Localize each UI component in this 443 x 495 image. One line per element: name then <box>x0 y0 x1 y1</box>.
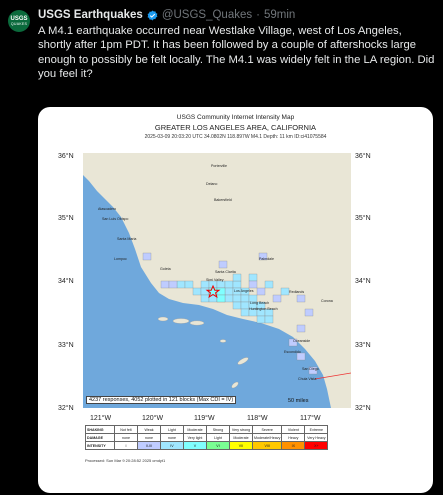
place-label: Porterville <box>211 164 227 168</box>
lon-label-120: 120°W <box>142 415 164 422</box>
intensity-legend <box>85 425 328 450</box>
place-label: Los Angeles <box>234 289 254 293</box>
legend-cell: Light <box>207 434 230 442</box>
verified-badge-icon <box>147 10 158 21</box>
lat-label-33-left: 33°N <box>58 342 74 349</box>
avatar-line1: USGS <box>10 15 28 22</box>
legend-cell: Light <box>161 426 184 434</box>
legend-cell: Strong <box>207 426 230 434</box>
legend-intensity-cell: IV <box>161 442 184 450</box>
place-label: Chula Vista <box>298 377 317 381</box>
legend-intensity-cell: II-III <box>138 442 161 450</box>
legend-cell: Violent <box>282 426 305 434</box>
legend-row-label: DAMAGE <box>86 434 115 442</box>
place-label: Simi Valley <box>206 278 224 282</box>
legend-intensity-cell: VI <box>207 442 230 450</box>
place-label: Oceanside <box>293 339 311 343</box>
place-label: Redlands <box>289 290 305 294</box>
responses-summary: 4237 responses, 4052 plotted in 121 blocks (Max CDI = IV) <box>86 396 236 404</box>
legend-cell: Very light <box>184 434 207 442</box>
legend-row-label: INTENSITY <box>86 442 115 450</box>
lat-label-36-right: 36°N <box>355 153 371 160</box>
legend-row-label: SHAKING <box>86 426 115 434</box>
legend-intensity-cell: IX <box>282 442 305 450</box>
legend-intensity-cell: VII <box>230 442 253 450</box>
lat-label-34-right: 34°N <box>355 278 371 285</box>
scale-bar-label: 50 miles <box>288 398 309 404</box>
lon-label-118: 118°W <box>247 415 268 422</box>
legend-cell: none <box>161 434 184 442</box>
place-label: San Luis Obispo <box>102 217 129 221</box>
place-label: Santa Maria <box>117 237 137 241</box>
legend-row-damage <box>86 434 328 442</box>
handle[interactable]: @USGS_Quakes <box>161 9 253 21</box>
place-label: San Diego <box>302 367 319 371</box>
place-label: Lompoc <box>114 257 127 261</box>
legend-cell: none <box>138 434 161 442</box>
timestamp[interactable]: 59min <box>263 9 296 21</box>
map-title: USGS Community Internet Intensity Map <box>176 114 295 121</box>
legend-cell: Moderate <box>230 434 253 442</box>
place-label: Atascadero <box>98 207 117 211</box>
legend-cell: Severe <box>253 426 282 434</box>
legend-cell: Moderate/Heavy <box>254 435 281 440</box>
place-label: Bakersfield <box>214 198 232 202</box>
lat-label-34-left: 34°N <box>58 278 74 285</box>
lat-label-35-right: 35°N <box>355 215 371 222</box>
lon-label-121: 121°W <box>90 415 112 422</box>
map-event-info: 2025-03-09 20:03:20 UTC 34.0802N 118.897W M4.1 Depth: 11 km ID:ci41075584 <box>144 134 327 140</box>
legend-cell: none <box>115 434 138 442</box>
legend-cell: Extreme <box>305 426 328 434</box>
lon-label-119: 119°W <box>194 415 215 422</box>
legend-cell: Weak <box>138 426 161 434</box>
legend-cell: Heavy <box>282 434 305 442</box>
legend-row-intensity <box>86 442 328 450</box>
legend-intensity-cell: VIII <box>253 442 282 450</box>
lat-label-36-left: 36°N <box>58 153 74 160</box>
tweet-header <box>38 9 295 21</box>
legend-row-shaking <box>86 426 328 434</box>
place-label: Escondido <box>284 350 301 354</box>
place-label: Long Beach <box>250 301 270 305</box>
place-label: Palmdale <box>259 257 274 261</box>
place-label: Santa Clarita <box>215 270 236 274</box>
tweet-media-image[interactable] <box>38 107 433 493</box>
avatar[interactable] <box>8 10 30 32</box>
tweet-text: A M4.1 earthquake occurred near Westlake Village, west of Los Angeles, shortly after 1pm PDT. It has been followed by a couple of aftershocks large enough to possibly be felt locally. The M4.1 was widely felt in the LA region. Did you feel it? <box>38 25 435 80</box>
lat-label-33-right: 33°N <box>355 342 371 349</box>
legend-cell: Very Heavy <box>305 434 328 442</box>
place-label: Delano <box>206 182 218 186</box>
lon-label-117: 117°W <box>300 415 321 422</box>
legend-cell: Not felt <box>115 426 138 434</box>
avatar-line2: QUAKES <box>10 21 28 26</box>
lat-label-32-left: 32°N <box>58 405 74 412</box>
map-region: GREATER LOS ANGELES AREA, CALIFORNIA <box>154 123 317 132</box>
place-label: Huntington Beach <box>249 307 278 311</box>
separator: · <box>256 9 260 21</box>
display-name[interactable]: USGS Earthquakes <box>38 9 143 21</box>
place-label: Corona <box>321 299 333 303</box>
processed-timestamp: Processed: Sun Mar 9 20:28:52 2025 cmdyt1 <box>85 458 166 463</box>
legend-intensity-cell: X+ <box>305 442 328 450</box>
lat-label-32-right: 32°N <box>355 405 371 412</box>
place-label: Goleta <box>160 267 171 271</box>
legend-intensity-cell: I <box>115 442 138 450</box>
legend-cell: Very strong <box>230 426 253 434</box>
legend-intensity-cell: V <box>184 442 207 450</box>
lat-label-35-left: 35°N <box>58 215 74 222</box>
legend-cell: Moderate <box>184 426 207 434</box>
